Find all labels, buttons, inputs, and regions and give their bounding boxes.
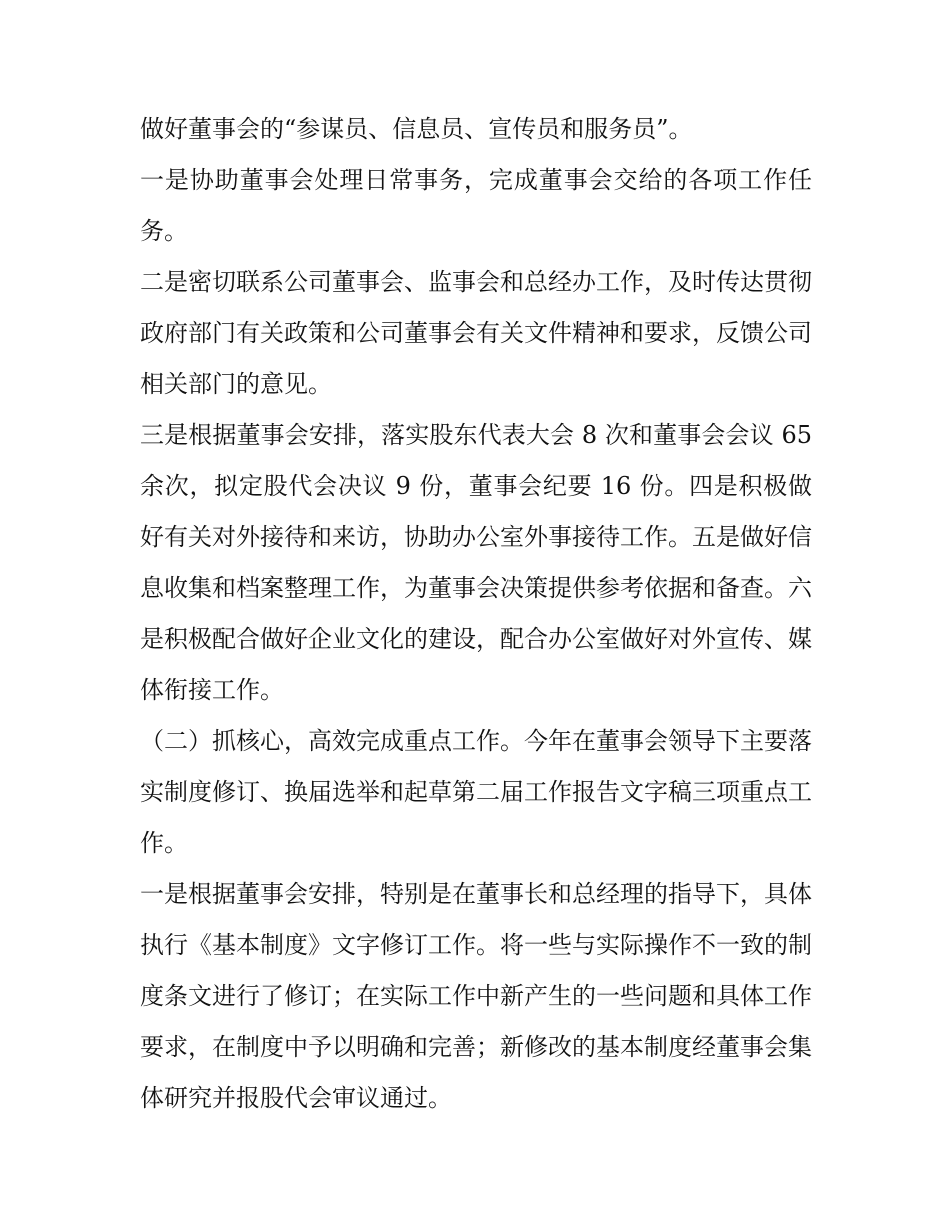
paragraph-3: 二是密切联系公司董事会、监事会和总经办工作，及时传达贯彻政府部门有关政策和公司董事会有关文件精神和要求，反馈公司相关部门的意见。	[140, 268, 812, 398]
paragraph-5: （二）抓核心，高效完成重点工作。今年在董事会领导下主要落实制度修订、换届选举和起草第二届工作报告文字稿三项重点工作。	[140, 727, 812, 857]
paragraph-4: 三是根据董事会安排，落实股东代表大会 8 次和董事会会议 65 余次，拟定股代会决议 9 份，董事会纪要 16 份。四是积极做好有关对外接待和来访，协助办公室外事接待工作。五是做好信息收集和档案整理工作，为董事会决策提供参考依据和备查。六是积极配合做好企业文化的建设，配合办公室做好对外宣传、媒体衔接工作。	[140, 421, 812, 704]
paragraph-1: 做好董事会的“参谋员、信息员、宣传员和服务员”。	[140, 115, 693, 143]
paragraph-6: 一是根据董事会安排，特别是在董事长和总经理的指导下，具体执行《基本制度》文字修订工作。将一些与实际操作不一致的制度条文进行了修订；在实际工作中新产生的一些问题和具体工作要求，在制度中予以明确和完善；新修改的基本制度经董事会集体研究并报股代会审议通过。	[140, 880, 812, 1112]
paragraph-2: 一是协助董事会处理日常事务，完成董事会交给的各项工作任务。	[140, 166, 812, 245]
document-body	[140, 104, 812, 1124]
